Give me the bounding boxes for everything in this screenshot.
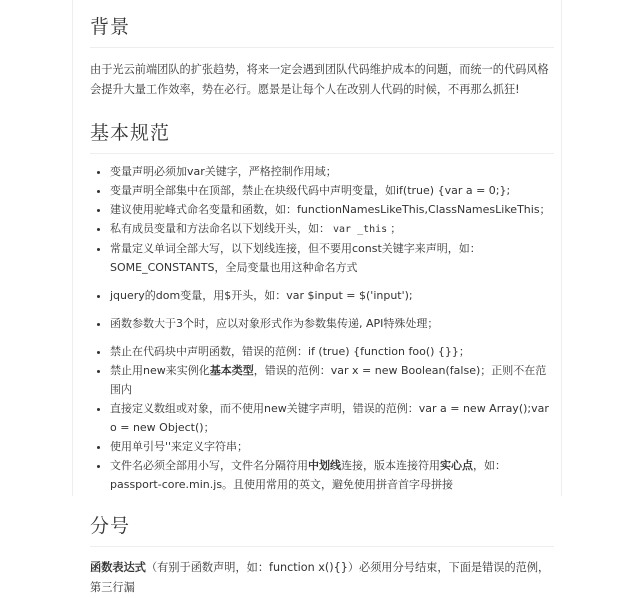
background-paragraph: 由于光云前端团队的扩张趋势，将来一定会遇到团队代码维护成本的问题，而统一的代码风格会提升大量工作效率，势在必行。愿景是让每个人在改别人代码的时候，不再那么抓狂! <box>90 63 549 96</box>
list-item-suffix: ； <box>390 222 402 235</box>
list-item <box>110 361 554 399</box>
list-item-text: 连接，版本连接符用 <box>341 459 440 472</box>
list-item: • 直接定义数组或对象，而不使用new关键字声明，错误的范例：var a = new Array();var o = new Object()； <box>110 399 554 437</box>
list-item-text: ，错误的范例：var x = new Boolean(false)；正则不在范围内 <box>110 364 547 396</box>
semicolon-paragraph <box>90 558 554 598</box>
basic-list-4 <box>90 342 554 494</box>
list-item: • jquery的dom变量，用$开头，如：var $input = $('input'); <box>110 286 554 305</box>
list-item <box>110 456 554 494</box>
list-item: • 使用单引号''来定义字符串； <box>110 437 554 456</box>
list-item-text: 文件名必须全部用小写，文件名分隔符用 <box>110 459 308 472</box>
list-item: • 常量定义单词全部大写，以下划线连接，但不要用const关键字来声明，如：SOME_CONSTANTS，全局变量也用这种命名方式 <box>110 239 554 277</box>
list-item: • 变量声明必须加var关键字，严格控制作用域； <box>110 162 554 181</box>
list-item <box>110 219 554 239</box>
document-page <box>72 0 562 594</box>
bold-term: 中划线 <box>308 459 341 472</box>
list-item-text: 禁止用new来实例化 <box>110 364 210 377</box>
list-item: • 建议使用驼峰式命名变量和函数，如：functionNamesLikeThis,ClassNamesLikeThis； <box>110 200 554 219</box>
list-item: • 变量声明全部集中在顶部，禁止在块级代码中声明变量，如if(true) {var a = 0;}; <box>110 181 554 200</box>
section-title-background: 背景 <box>90 0 554 48</box>
list-item-text: 私有成员变量和方法命名以下划线开头，如： <box>110 222 330 235</box>
list-item-text: ，如：passport-core.min.js。且使用常用的英文，避免使用拼音首字母拼接 <box>110 459 506 491</box>
basic-list-1 <box>90 162 554 277</box>
inline-code: var _this <box>333 224 388 235</box>
section-title-basic: 基本规范 <box>90 118 554 154</box>
bold-term: 实心点 <box>440 459 473 472</box>
bold-term: 基本类型 <box>209 364 254 377</box>
document-content <box>90 0 554 598</box>
bold-term: 函数表达式 <box>90 561 146 574</box>
list-item: • 禁止在代码块中声明函数，错误的范例：if (true) {function foo() {}}； <box>110 342 554 361</box>
basic-list-2 <box>90 286 554 305</box>
basic-list-3 <box>90 314 554 333</box>
section-title-semicolon: 分号 <box>90 511 554 547</box>
semicolon-text: （有别于函数声明，如：function x(){}）必须用分号结束，下面是错误的范例，第三行漏 <box>90 561 550 594</box>
list-item: • 函数参数大于3个时，应以对象形式作为参数集传递, API特殊处理； <box>110 314 554 333</box>
